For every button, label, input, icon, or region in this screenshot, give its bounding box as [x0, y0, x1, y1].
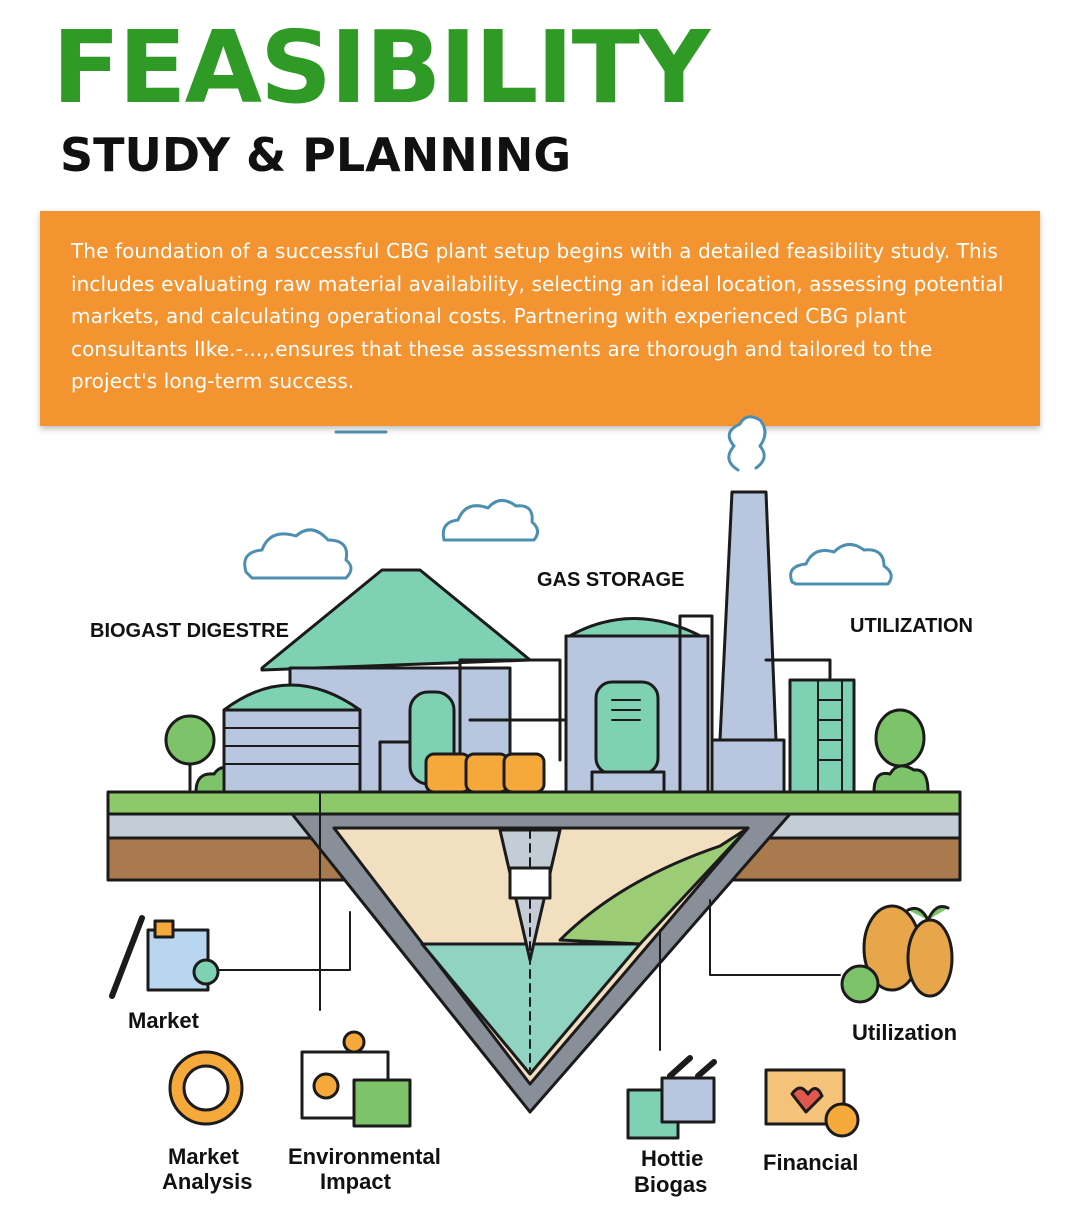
label-environmental-line2: Impact: [320, 1169, 391, 1194]
chimney-base: [712, 740, 784, 792]
label-digester: BIOGAST DIGESTRE: [90, 620, 289, 642]
utilization-icon: [842, 906, 952, 1002]
grass-layer: [108, 792, 960, 814]
label-utilization: Utilization: [852, 1020, 958, 1045]
page-subtitle: STUDY & PLANNING: [60, 128, 572, 182]
drum: [426, 754, 470, 792]
market-analysis-icon: [170, 1052, 242, 1124]
label-hottie-line1: Hottie: [641, 1146, 704, 1171]
gas-storage-base: [592, 772, 664, 792]
cloud-icon: [245, 530, 351, 578]
label-financial: Financial: [763, 1150, 859, 1175]
environmental-icon: [302, 1032, 410, 1126]
label-market: Market: [128, 1008, 199, 1033]
smoke-icon: [729, 417, 765, 470]
funnel-box: [510, 868, 550, 898]
label-hottie-line2: Biogas: [634, 1172, 708, 1197]
drum: [466, 754, 508, 792]
drum: [504, 754, 544, 792]
page-title: FEASIBILITY: [52, 9, 709, 126]
cloud-icon: [791, 544, 892, 584]
financial-icon: [766, 1070, 858, 1136]
info-text: The foundation of a successful CBG plant setup begins with a detailed feasibility study. This includes evaluating raw material availability, selecting an ideal location, assessing potential markets, and calculating operational costs. Partnering with experienced CBG plant consultants lIke.-...,.ensures that these assessments are thorough and tailored to the project's long-term success.: [71, 239, 1004, 393]
label-gas-storage: GAS STORAGE: [537, 569, 685, 591]
label-market-analysis-line2: Analysis: [162, 1169, 253, 1194]
gas-vessel: [596, 682, 658, 774]
label-environmental-line1: Environmental: [288, 1144, 441, 1169]
tank-body: [224, 710, 360, 792]
digester-roof: [262, 570, 530, 670]
cloud-icon: [443, 500, 537, 540]
bush-icon: [874, 766, 928, 792]
pipe: [766, 660, 830, 680]
chimney: [720, 492, 776, 740]
market-icon: [112, 918, 218, 996]
utilization-building: [790, 680, 854, 792]
biogas-icon: [628, 1058, 714, 1138]
label-utilization-top: UTILIZATION: [850, 615, 973, 637]
label-market-analysis-line1: Market: [168, 1144, 239, 1169]
